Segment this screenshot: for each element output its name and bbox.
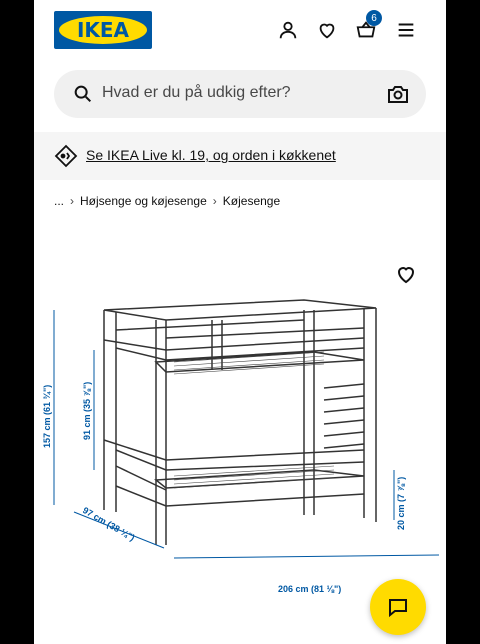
chevron-right-icon: › bbox=[70, 194, 75, 208]
heart-icon[interactable] bbox=[313, 16, 341, 44]
bunk-bed-drawing bbox=[104, 300, 376, 545]
chat-button[interactable] bbox=[370, 579, 426, 635]
dimension-upper-height: 91 cm (35 ⅞") bbox=[82, 381, 92, 440]
live-tag-icon bbox=[54, 144, 78, 168]
favorite-heart-icon[interactable] bbox=[394, 262, 418, 286]
slats bbox=[174, 352, 334, 488]
cart-count-badge: 6 bbox=[366, 10, 382, 26]
product-image bbox=[34, 290, 446, 610]
dimension-length: 206 cm (81 ⅛") bbox=[278, 584, 342, 594]
banner-link[interactable]: Se IKEA Live kl. 19, og orden i køkkenet bbox=[86, 147, 336, 163]
promo-banner[interactable] bbox=[34, 132, 446, 180]
breadcrumb-item-current[interactable]: Køjesenge bbox=[222, 194, 281, 208]
profile-icon[interactable] bbox=[274, 16, 302, 44]
logo-oval bbox=[59, 16, 147, 44]
menu-icon[interactable] bbox=[392, 16, 420, 44]
ikea-logo[interactable] bbox=[54, 11, 152, 49]
chevron-right-icon: › bbox=[212, 194, 217, 208]
breadcrumb-ellipsis[interactable]: ... bbox=[54, 194, 65, 208]
breadcrumb bbox=[54, 194, 280, 208]
search-placeholder: Hvad er du på udkig efter? bbox=[102, 84, 291, 101]
search-icon bbox=[72, 83, 94, 105]
logo-text: IKEA bbox=[76, 18, 130, 42]
dimension-depth: 97 cm (38 ¼") bbox=[81, 505, 137, 543]
dimension-clearance: 20 cm (7 ⅞") bbox=[396, 476, 406, 530]
breadcrumb-item[interactable]: Højsenge og køjesenge bbox=[80, 194, 207, 208]
camera-icon[interactable] bbox=[386, 82, 410, 106]
dimension-total-height: 157 cm (61 ¾") bbox=[42, 384, 52, 448]
header bbox=[34, 0, 446, 62]
screen bbox=[34, 0, 446, 644]
chat-icon bbox=[386, 595, 410, 619]
search-bar[interactable] bbox=[54, 70, 426, 118]
